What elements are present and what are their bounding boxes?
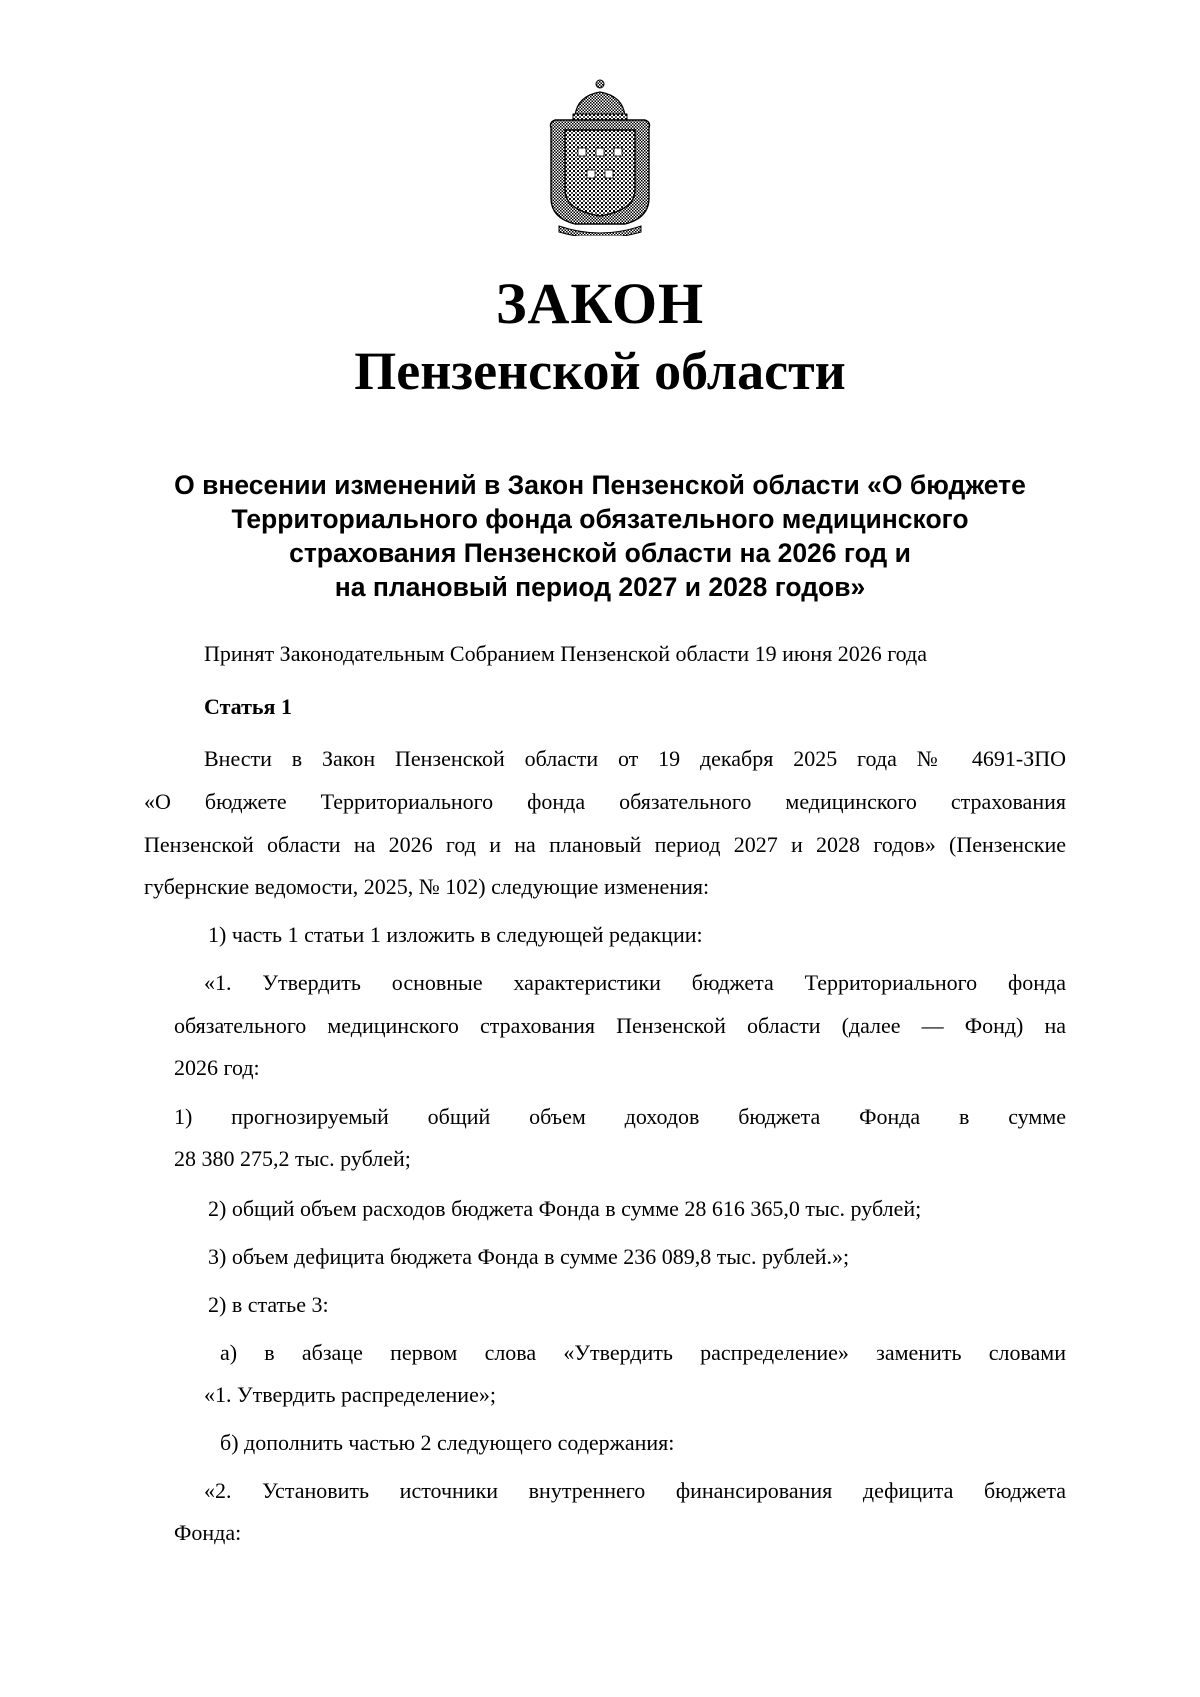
coat-of-arms-icon — [545, 78, 655, 236]
quote-line: обязательного медицинского страхования Пензенской области (далее — Фонд) на — [174, 1013, 1066, 1038]
article-title: Статья 1 — [204, 694, 292, 719]
item-2b: б) дополнить частью 2 следующего содержания: — [220, 1430, 675, 1455]
law-heading-line: на плановый период 2027 и 2028 годов» — [334, 572, 866, 602]
quote-2-line: Фонда: — [174, 1520, 242, 1545]
adoption-note: Принят Законодательным Собранием Пензенской области 19 июня 2026 года — [204, 641, 927, 666]
quote-line: 2026 год: — [174, 1055, 260, 1080]
subitem-1-line: 1) прогнозируемый общий объем доходов бюджета Фонда в сумме — [174, 1104, 1066, 1129]
law-heading-line: страхования Пензенской области на 2026 год и — [289, 538, 911, 568]
subitem-2: 2) общий объем расходов бюджета Фонда в сумме 28 616 365,0 тыс. рублей; — [208, 1196, 922, 1221]
law-heading-line: О внесении изменений в Закон Пензенской области «О бюджете — [174, 470, 1026, 500]
item-2a-line: а) в абзаце первом слова «Утвердить распределение» заменить словами — [220, 1340, 1066, 1365]
intro-line: Пензенской области на 2026 год и на плановый период 2027 и 2028 годов» (Пензенские — [144, 832, 1066, 857]
quote-2-line: «2. Установить источники внутреннего финансирования дефицита бюджета — [204, 1478, 1066, 1503]
quote-line: «1. Утвердить основные характеристики бюджета Территориального фонда — [204, 970, 1066, 995]
amendment-item-1: 1) часть 1 статьи 1 изложить в следующей редакции: — [208, 922, 703, 947]
subitem-3: 3) объем дефицита бюджета Фонда в сумме 236 089,8 тыс. рублей.»; — [208, 1244, 850, 1269]
document-type-title: ЗАКОН — [495, 271, 705, 336]
subitem-1-line: 28 380 275,2 тыс. рублей; — [174, 1146, 411, 1171]
intro-line: губернские ведомости, 2025, № 102) следующие изменения: — [144, 874, 710, 899]
document-region-subtitle: Пензенской области — [354, 341, 846, 401]
intro-line: «О бюджете Территориального фонда обязательного медицинского страхования — [144, 789, 1066, 814]
law-heading-line: Территориального фонда обязательного медицинского — [231, 504, 969, 534]
law-heading — [130, 468, 1070, 604]
intro-line: Внести в Закон Пензенской области от 19 декабря 2025 года № 4691-ЗПО — [204, 746, 1066, 771]
item-2a-line: «1. Утвердить распределение»; — [204, 1382, 496, 1407]
amendment-item-2: 2) в статье 3: — [208, 1292, 329, 1317]
